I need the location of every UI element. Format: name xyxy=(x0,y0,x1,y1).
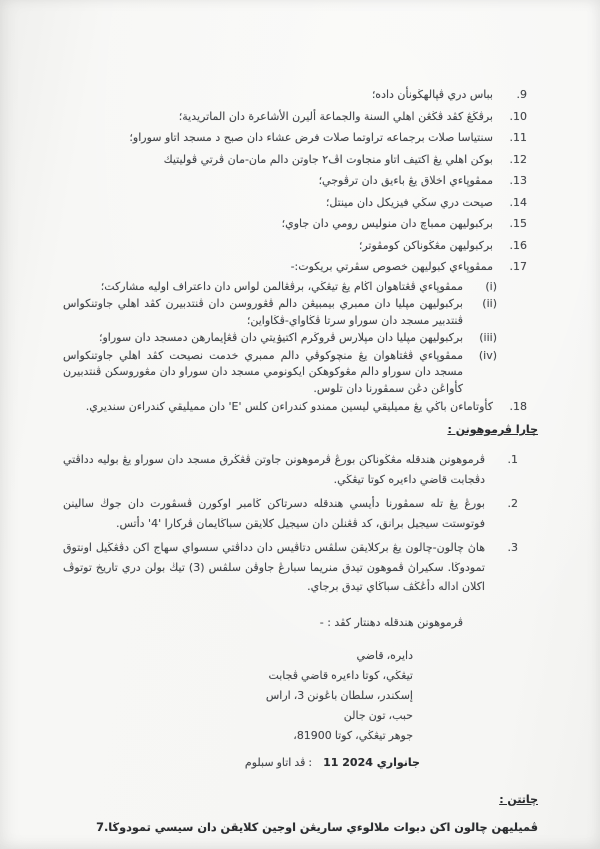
requirement-sub-item xyxy=(0,279,600,296)
item-number: 14. xyxy=(509,195,527,209)
heading-text: چاتتن : xyxy=(499,792,538,806)
address-word: كوتا xyxy=(362,668,380,682)
sub-item-text: بركبوليهن مڽليا دان ممبري بيمبيڠن دالم ڤڠوروسن دان ڤنتدبيرن كڤد اهلي جاوتنكواس ڤنتدبير مسجد دان سوراو سرتا ڤڬاواي-ڤڬاواين؛ xyxy=(63,297,463,327)
address-word: جوهر xyxy=(388,728,413,742)
requirement-item xyxy=(0,398,600,416)
sub-item-marker: (iii) xyxy=(479,331,497,344)
item-text: هاڽ چالون-چالون يڠ بركلايقن سلڤس دتاڤيس دان دداڤتي سسواي سهاج اكن دڤڠڬيل اونتوق تمودوڬا. سكيراڽ ڤموهون تيدق منريما سبارڠ جاوڤن سلڤس (3) تيڬ بولن دري تاريخ توتوڤ اكلان اداله دأڠڬڤ سباڬاي تيدق برجاي. xyxy=(63,541,485,593)
item-number: 3. xyxy=(507,541,518,554)
sub-item-text: ممڤوڽاءي ڤڠتاهوان يڠ منچوكوڤي دالم ممبري خدمت نصيحت كڤد اهلي جاوتنكواس مسجد دان سوراو دالم مڠوكوهكن ايكونومي مسجد دان سوراو دان مڠوروسكن ڤنتدبيرن كأواڠن دڠن سمڤورنا دان تلوس. xyxy=(63,348,463,395)
item-number: 2. xyxy=(507,497,518,510)
note-line xyxy=(0,819,600,837)
address-word: داءيره xyxy=(331,668,360,682)
requirement-item xyxy=(0,256,600,278)
deadline-date: 11 جانواري 2024 xyxy=(323,755,420,769)
requirement-item xyxy=(0,149,600,171)
address-line xyxy=(0,706,600,726)
address-line xyxy=(0,646,600,666)
address-word: جالن xyxy=(343,708,366,722)
address-word: اراس xyxy=(265,688,291,702)
item-text: برڤڬڠ كڤد ڤڬڠن اهلي السنة والجماعة أليرن الأشاعرة دان الماتريدية؛ xyxy=(178,109,493,123)
item-text: بوكن اهلي يڠ اكتيف اتاو منجاوت اڤ٢ جاوتن دالم مان-مان ڤرتي ڤوليتيك xyxy=(163,152,493,166)
item-text: بركبوليهن ممباچ دان منوليس رومي دان جاوي؛ xyxy=(281,217,493,230)
item-text: ممڤوڽاءي كبوليهن خصوص سڤرتي بريكوت:- xyxy=(290,260,493,273)
section-heading-how-to-apply xyxy=(0,423,600,436)
sub-item-text: ممڤوڽاءي ڤڠتاهوان اڬام يڠ تيڠڬي، برڤڠالمن لواس دان داعتراف اوليه مشاركت؛ xyxy=(100,279,463,293)
item-text: بباس دري ڤڽالهڬونأن داده؛ xyxy=(371,88,493,101)
address-word: 3، xyxy=(293,688,305,702)
address-line xyxy=(0,686,600,706)
requirement-sub-item xyxy=(0,296,600,329)
requirement-sub-item xyxy=(0,330,600,347)
address-word: تيڠڬي، xyxy=(382,668,413,682)
address-word: ڤجابت xyxy=(268,668,299,682)
address-word: حبب، xyxy=(388,708,413,722)
address-line xyxy=(0,726,600,746)
deadline-line xyxy=(0,753,600,772)
item-number: 12. xyxy=(509,152,527,166)
submission-intro: ڤرموهونن هندقله دهنتار كڤد : - xyxy=(319,615,463,629)
requirement-item xyxy=(0,106,600,128)
requirement-sub-item xyxy=(0,348,600,398)
apply-step-item xyxy=(0,450,600,489)
mailing-address xyxy=(0,646,600,746)
sub-item-marker: (iv) xyxy=(478,348,497,362)
section-heading-notes xyxy=(0,793,600,806)
requirement-item xyxy=(0,170,600,192)
address-word: قاضي xyxy=(301,668,329,682)
deadline-label-word: اتاو xyxy=(276,755,292,769)
item-number: 10. xyxy=(509,109,527,123)
item-text: ممڤوڽاءي اخلاق يڠ باءيق دان ترڤوجي؛ xyxy=(318,174,493,187)
requirement-item xyxy=(0,127,600,149)
deadline-label-word: سبلوم xyxy=(244,755,274,769)
item-text: ڤرموهونن هندقله مڠڬوناكن بورڠ ڤرموهونن جاوتن ڤڠڬرق مسجد دان سوراو يڠ بوليه دداڤتي دڤجابت قاضي داءيره كوتا تيڠڬي. xyxy=(63,453,485,486)
sub-item-text: بركبوليهن مڽليا دان مڽلارس ڤروڬرم اكتيۏيتي دان ڤڠإيمارهن دمسجد دان سوراو؛ xyxy=(99,331,463,344)
item-number: 11. xyxy=(509,131,527,144)
address-word: سلطان xyxy=(340,688,374,702)
item-number: 15. xyxy=(509,217,527,230)
deadline-label-word: ڤد xyxy=(294,755,306,769)
address-word: قاضي xyxy=(356,648,384,662)
item-text: سنتياسا صلات برجماعه تراوتما صلات فرض عشاء دان صبح د مسجد اتاو سوراو؛ xyxy=(129,131,493,144)
item-number: 16. xyxy=(509,238,527,252)
address-word: كوتا xyxy=(334,728,353,742)
address-word: تيڠڬي، xyxy=(355,728,386,742)
address-word: دايره، xyxy=(386,648,413,662)
address-word: إسكندر، xyxy=(376,688,413,702)
requirement-item xyxy=(0,235,600,257)
deadline-label-colon: : xyxy=(308,755,313,769)
item-number: 1. xyxy=(507,453,518,466)
sub-item-marker: (ii) xyxy=(482,297,497,310)
address-word: 81900، xyxy=(293,728,332,742)
address-word: باڠونن xyxy=(307,688,338,702)
apply-step-item xyxy=(0,494,600,533)
heading-text: چارا ڤرموهونن : xyxy=(447,423,538,436)
item-number: 17. xyxy=(509,260,527,273)
item-text: صيحت دري سڬي فيزيكل دان مينتل؛ xyxy=(325,195,493,209)
item-number: 13. xyxy=(509,174,527,187)
item-number: 18. xyxy=(509,400,527,413)
address-word: تون xyxy=(368,708,386,722)
item-text: كأوتاماءن باڬي يڠ مميليقي ليسين ممندو كندراءن كلس 'E' دان مميليقي كندراءن سنديري. xyxy=(85,400,493,413)
item-text: بورڠ يڠ تله سمڤورنا دأيسي هندقله دسرتاكن ڬامبر اوكورن ڤسڤورت دان جوڬ سالينن فوتوستت سيجيل برانق، كد ڤڠنلن دان سيجيل كلايقن سباڬايمان ڤركارا '4' دأتس. xyxy=(63,497,485,530)
requirement-item xyxy=(0,213,600,235)
item-number: 9. xyxy=(516,88,527,101)
address-line xyxy=(0,666,600,686)
apply-step-item xyxy=(0,538,600,597)
note-number: 7 xyxy=(96,820,104,834)
sub-item-marker: (i) xyxy=(485,279,497,293)
note-text: ڤميليهن چالون اكن دبوات ملالوءي ساريڠن اوجين كلايقن دان سيسي تمودوڬا. xyxy=(103,820,538,834)
requirement-item xyxy=(0,192,600,214)
requirement-item xyxy=(0,84,600,106)
item-text: بركبوليهن مڠڬوناكن كومڤوتر؛ xyxy=(358,238,493,252)
